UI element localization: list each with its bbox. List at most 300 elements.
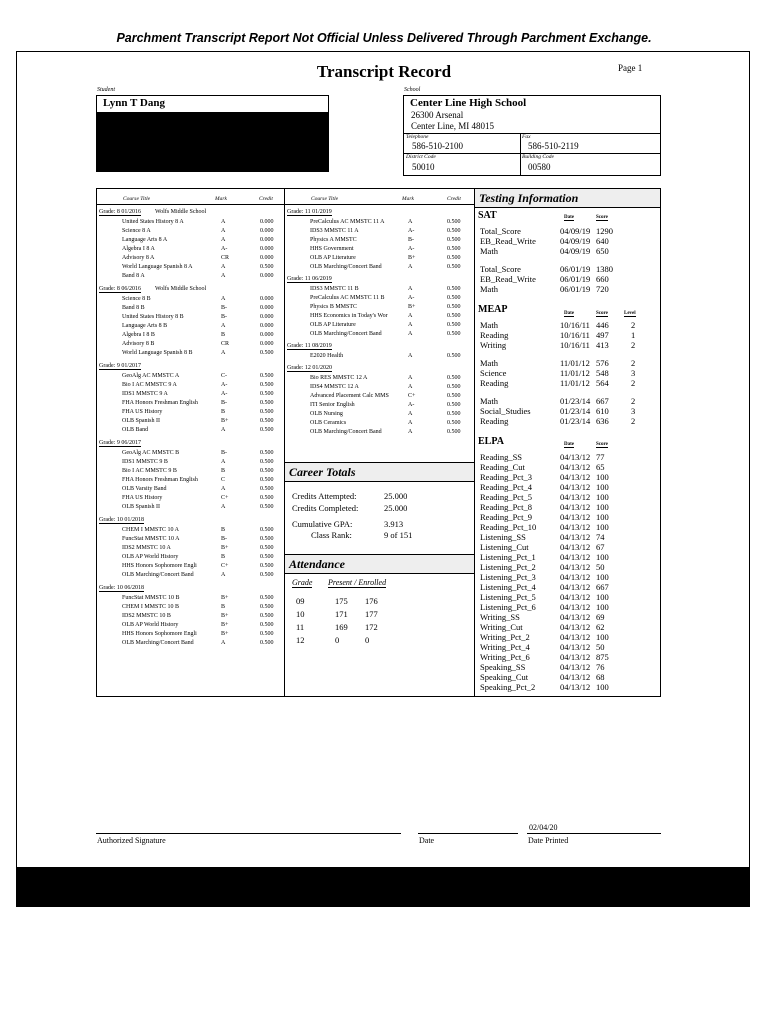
test-date: 04/13/12 (560, 502, 591, 512)
course-credit: 0.000 (260, 314, 274, 320)
test-score: 68 (596, 672, 605, 682)
course-title: IDS1 MMSTC 9 A (122, 391, 168, 397)
course-title: ITI Senior English (310, 402, 355, 408)
course-credit: 0.500 (260, 459, 274, 465)
test-date: 04/13/12 (560, 492, 591, 502)
course-credit: 0.000 (260, 273, 274, 279)
test-date: 11/01/12 (560, 378, 590, 388)
course-credit: 0.500 (447, 304, 461, 310)
test-score: 100 (596, 552, 609, 562)
course-mark: B- (221, 536, 227, 542)
test-name: Science (480, 368, 507, 378)
course-title: OLB AP World History (122, 622, 179, 628)
course-credit: 0.500 (447, 246, 461, 252)
cumulative-gpa-value: 3.913 (384, 519, 404, 529)
course-credit: 0.500 (447, 255, 461, 261)
term-header-text: Grade: 8 01/2016 (99, 209, 141, 215)
test-date: 04/13/12 (560, 672, 591, 682)
course-credit: 0.500 (447, 264, 461, 270)
test-name: Listening_Pct_3 (480, 572, 536, 582)
test-name: Reading (480, 416, 509, 426)
course-credit: 0.000 (260, 246, 274, 252)
course-mark: A (408, 411, 413, 417)
test-score: 76 (596, 662, 605, 672)
test-score: 100 (596, 682, 609, 692)
test-score: 100 (596, 522, 609, 532)
test-score: 100 (596, 512, 609, 522)
course-title: CHEM I MMSTC 10 B (122, 604, 180, 610)
term-header-text: Grade: 10 06/2018 (99, 585, 144, 591)
course-title: OLB Spanish II (122, 418, 160, 424)
test-date: 04/13/12 (560, 522, 591, 532)
course-title: World Language Spanish 8 B (122, 350, 193, 356)
footer-redaction-bar (16, 867, 750, 907)
course-credit: 0.500 (447, 411, 461, 417)
test-name: Writing_Pct_6 (480, 652, 530, 662)
test-score: 100 (596, 592, 609, 602)
course-mark: B- (221, 314, 227, 320)
course-title: Language Arts 8 A (122, 237, 168, 243)
test-name: Listening_Pct_2 (480, 562, 536, 572)
course-title: FuncStat MMSTC 10 B (122, 595, 180, 601)
test-name: Total_Score (480, 226, 521, 236)
test-score: 667 (596, 582, 609, 592)
term-header (99, 517, 144, 523)
fax-label: Fax (522, 134, 531, 140)
district-code-value: 50010 (412, 162, 435, 172)
course-mark: B (221, 468, 226, 474)
course-title: United States History 8 B (122, 314, 184, 320)
course-mark: B+ (221, 418, 229, 424)
course-credit: 0.500 (447, 286, 461, 292)
building-code-value: 00580 (528, 162, 551, 172)
credits-completed-label: Credits Completed: (292, 503, 359, 513)
course-title: Bio I AC MMSTC 9 A (122, 382, 177, 388)
course-credit: 0.500 (260, 495, 274, 501)
course-mark: A- (221, 382, 228, 388)
test-date: 04/09/19 (560, 226, 591, 236)
test-name: Reading_Pct_10 (480, 522, 537, 532)
test-date: 06/01/19 (560, 274, 591, 284)
attendance-present: 0 (335, 635, 340, 645)
test-date: 11/01/12 (560, 368, 590, 378)
building-code-label: Building Code (522, 154, 554, 160)
course-mark: A- (408, 228, 415, 234)
elpa-score-header: Score (596, 442, 608, 447)
course-title: GeoAlg AC MMSTC B (122, 450, 180, 456)
course-mark: B (221, 604, 226, 610)
date-label: Date (419, 836, 435, 845)
col2-mark-header: Mark (402, 196, 414, 202)
test-name: Speaking_SS (480, 662, 526, 672)
test-score: 100 (596, 502, 609, 512)
test-score: 446 (596, 320, 609, 330)
course-mark: A (408, 375, 413, 381)
course-mark: A (221, 228, 226, 234)
school-address-line1: 26300 Arsenal (411, 110, 464, 120)
course-title: Bio RES MMSTC 12 A (310, 375, 368, 381)
course-mark: C+ (408, 393, 416, 399)
course-credit: 0.500 (447, 313, 461, 319)
test-date: 04/13/12 (560, 562, 591, 572)
course-title: HHS Honors Sophomore Engli (122, 563, 197, 569)
course-title: PreCalculus AC MMSTC 11 A (310, 219, 385, 225)
course-mark: A (221, 504, 226, 510)
test-name: Math (480, 396, 498, 406)
course-credit: 0.500 (447, 295, 461, 301)
course-credit: 0.500 (260, 264, 274, 270)
school-address-line2: Center Line, MI 48015 (411, 121, 494, 131)
course-title: World Language Spanish 8 A (122, 264, 193, 270)
meap-level-header: Level (624, 311, 636, 316)
course-credit: 0.500 (260, 477, 274, 483)
course-credit: 0.500 (260, 418, 274, 424)
course-mark: A (408, 313, 413, 319)
course-credit: 0.500 (260, 640, 274, 646)
course-mark: B- (221, 305, 227, 311)
course-title: Band 8 B (122, 305, 145, 311)
course-credit: 0.500 (260, 572, 274, 578)
col2-title-header: Course Title (311, 196, 339, 202)
test-name: Writing_Pct_2 (480, 632, 530, 642)
test-name: Reading_Pct_9 (480, 512, 532, 522)
test-score: 650 (596, 246, 609, 256)
course-credit: 0.500 (260, 468, 274, 474)
credits-attempted-value: 25.000 (384, 491, 408, 501)
class-rank-label: Class Rank: (311, 530, 352, 540)
term-header (287, 343, 332, 349)
test-date: 04/13/12 (560, 572, 591, 582)
test-score: 69 (596, 612, 605, 622)
test-date: 04/13/12 (560, 602, 591, 612)
course-credit: 0.500 (447, 402, 461, 408)
test-score: 100 (596, 572, 609, 582)
course-title: Language Arts 8 B (122, 323, 168, 329)
test-name: Reading_Pct_8 (480, 502, 532, 512)
col1-credit-header: Credit (259, 196, 273, 202)
test-score: 50 (596, 562, 605, 572)
test-date: 04/09/19 (560, 246, 591, 256)
course-mark: B+ (221, 613, 229, 619)
course-credit: 0.500 (260, 350, 274, 356)
course-title: Algebra I 8 A (122, 246, 155, 252)
test-date: 04/13/12 (560, 462, 591, 472)
course-mark: A (221, 323, 226, 329)
course-title: PreCalculus AC MMSTC 11 B (310, 295, 385, 301)
test-name: Writing (480, 340, 507, 350)
attendance-title: Attendance (285, 554, 474, 574)
test-score: 100 (596, 632, 609, 642)
test-date: 04/13/12 (560, 482, 591, 492)
test-level: 1 (631, 330, 636, 340)
course-credit: 0.500 (260, 545, 274, 551)
attendance-present-header: Present / Enrolled (328, 578, 387, 587)
test-score: 65 (596, 462, 605, 472)
course-title: FHA Honors Freshman English (122, 400, 198, 406)
student-label: Student (97, 87, 115, 93)
course-mark: A (221, 459, 226, 465)
test-date: 10/16/11 (560, 340, 590, 350)
course-title: OLB Varsity Band (122, 486, 167, 492)
course-mark: A (408, 219, 413, 225)
course-credit: 0.500 (447, 353, 461, 359)
sat-score-header: Score (596, 215, 608, 220)
course-mark: B+ (221, 595, 229, 601)
test-name: Listening_Cut (480, 542, 529, 552)
test-date: 11/01/12 (560, 358, 590, 368)
test-name: Writing_Pct_4 (480, 642, 530, 652)
course-title: OLB Marching/Concert Band (310, 331, 382, 337)
authorized-signature-label: Authorized Signature (97, 836, 166, 845)
test-score: 77 (596, 452, 605, 462)
date-printed-label: Date Printed (528, 836, 569, 845)
test-score: 413 (596, 340, 609, 350)
course-mark: A (408, 429, 413, 435)
meap-title: MEAP (478, 304, 508, 315)
test-date: 04/13/12 (560, 542, 591, 552)
course-title: OLB Ceramics (310, 420, 347, 426)
test-date: 04/13/12 (560, 532, 591, 542)
student-info-redaction (96, 113, 329, 172)
term-header-text: Grade: 11 06/2019 (287, 276, 332, 282)
course-title: OLB Nursing (310, 411, 343, 417)
test-date: 04/13/12 (560, 652, 591, 662)
course-mark: A (221, 486, 226, 492)
course-title: Band 8 A (122, 273, 145, 279)
telephone-label: Telephone (406, 134, 429, 140)
test-name: Reading_Pct_4 (480, 482, 532, 492)
course-mark: B- (408, 237, 414, 243)
test-score: 497 (596, 330, 609, 340)
course-title: FuncStat MMSTC 10 A (122, 536, 180, 542)
test-name: EB_Read_Write (480, 236, 536, 246)
term-header (99, 363, 141, 369)
test-name: Listening_Pct_1 (480, 552, 536, 562)
course-mark: A (221, 237, 226, 243)
attendance-grade: 09 (296, 596, 305, 606)
course-credit: 0.500 (260, 595, 274, 601)
test-level: 2 (631, 340, 636, 350)
course-title: Algebra I 8 B (122, 332, 155, 338)
test-date: 04/09/19 (560, 236, 591, 246)
page-title: Transcript Record (316, 62, 452, 81)
col1-mark-header: Mark (215, 196, 227, 202)
meap-date-header: Date (564, 311, 574, 316)
course-title: IDS4 MMSTC 12 A (310, 384, 359, 390)
course-mark: B (221, 332, 226, 338)
term-header (99, 286, 206, 292)
test-name: Listening_Pct_4 (480, 582, 536, 592)
course-credit: 0.500 (447, 420, 461, 426)
test-date: 10/16/11 (560, 320, 590, 330)
test-date: 04/13/12 (560, 592, 591, 602)
test-score: 1290 (596, 226, 613, 236)
course-mark: A- (408, 295, 415, 301)
test-score: 576 (596, 358, 609, 368)
course-mark: B- (221, 400, 227, 406)
test-date: 04/13/12 (560, 512, 591, 522)
course-title: FHA Honors Freshman English (122, 477, 198, 483)
course-mark: CR (221, 341, 230, 347)
test-score: 67 (596, 542, 605, 552)
course-title: CHEM I MMSTC 10 A (122, 527, 180, 533)
test-name: Listening_Pct_6 (480, 602, 536, 612)
test-date: 04/13/12 (560, 642, 591, 652)
course-credit: 0.500 (260, 450, 274, 456)
course-mark: A (408, 353, 413, 359)
course-credit: 0.000 (260, 305, 274, 311)
course-credit: 0.500 (260, 631, 274, 637)
course-title: IDS2 MMSTC 10 B (122, 613, 171, 619)
course-credit: 0.500 (447, 322, 461, 328)
course-credit: 0.500 (260, 373, 274, 379)
course-title: OLB Band (122, 427, 149, 433)
course-mark: A (221, 264, 226, 270)
testing-info-title: Testing Information (475, 188, 660, 208)
course-title: Physics B MMSTC (310, 304, 358, 310)
course-mark: B+ (221, 545, 229, 551)
term-header (99, 440, 141, 446)
credits-attempted-label: Credits Attempted: (292, 491, 357, 501)
test-level: 2 (631, 320, 636, 330)
term-school: Wolfs Middle School (155, 286, 207, 292)
attendance-grade: 12 (296, 635, 305, 645)
school-box (403, 95, 661, 176)
course-title: Advisory 8 B (122, 341, 155, 347)
test-date: 01/23/14 (560, 416, 591, 426)
test-score: 720 (596, 284, 609, 294)
test-score: 548 (596, 368, 609, 378)
career-totals-title: Career Totals (285, 462, 474, 482)
date-printed-value: 02/04/20 (529, 823, 558, 832)
course-mark: C (221, 477, 226, 483)
course-credit: 0.500 (447, 237, 461, 243)
course-credit: 0.000 (260, 332, 274, 338)
course-mark: A (221, 296, 226, 302)
attendance-enrolled: 172 (365, 622, 378, 632)
term-header-text: Grade: 9 01/2017 (99, 363, 141, 369)
course-title: IDS3 MMSTC 11 B (310, 286, 359, 292)
course-credit: 0.500 (447, 228, 461, 234)
test-name: Math (480, 246, 498, 256)
elpa-title: ELPA (478, 436, 504, 447)
term-header (287, 276, 332, 282)
course-title: FHA US History (122, 495, 163, 501)
district-code-label: District Code (406, 154, 436, 160)
attendance-present: 175 (335, 596, 348, 606)
course-credit: 0.500 (260, 622, 274, 628)
test-level: 2 (631, 416, 636, 426)
course-mark: A (408, 384, 413, 390)
test-name: Listening_SS (480, 532, 526, 542)
test-score: 660 (596, 274, 609, 284)
course-title: GeoAlg AC MMSTC A (122, 373, 180, 379)
course-title: OLB Marching/Concert Band (310, 429, 382, 435)
course-credit: 0.500 (260, 604, 274, 610)
test-name: Reading_Cut (480, 462, 525, 472)
course-credit: 0.500 (260, 427, 274, 433)
test-level: 2 (631, 358, 636, 368)
elpa-date-header: Date (564, 442, 574, 447)
course-mark: B (221, 554, 226, 560)
course-title: OLB Marching/Concert Band (122, 640, 194, 646)
course-mark: A- (221, 246, 228, 252)
course-mark: A (221, 219, 226, 225)
test-date: 06/01/19 (560, 284, 591, 294)
term-header-text: Grade: 8 06/2016 (99, 286, 141, 292)
test-date: 04/13/12 (560, 622, 591, 632)
course-credit: 0.000 (260, 323, 274, 329)
parchment-banner: Parchment Transcript Report Not Official Unless Delivered Through Parchment Exchange. (116, 31, 652, 45)
course-title: OLB AP World History (122, 554, 179, 560)
attendance-grade: 10 (296, 609, 305, 619)
test-name: Math (480, 358, 498, 368)
course-title: IDS2 MMSTC 10 A (122, 545, 171, 551)
test-score: 100 (596, 492, 609, 502)
sat-title: SAT (478, 210, 497, 221)
test-score: 640 (596, 236, 609, 246)
course-mark: C+ (221, 563, 229, 569)
course-credit: 0.500 (260, 409, 274, 415)
test-level: 2 (631, 378, 636, 388)
test-date: 10/16/11 (560, 330, 590, 340)
course-title: OLB Spanish II (122, 504, 160, 510)
col2-credit-header: Credit (447, 196, 461, 202)
page-number: Page 1 (618, 63, 643, 73)
course-mark: A (221, 572, 226, 578)
cumulative-gpa-label: Cumulative GPA: (292, 519, 353, 529)
test-level: 3 (631, 406, 636, 416)
course-mark: B+ (221, 631, 229, 637)
test-name: Reading_SS (480, 452, 523, 462)
test-score: 875 (596, 652, 609, 662)
course-mark: B+ (408, 304, 416, 310)
school-name: Center Line High School (410, 97, 527, 109)
test-name: Reading (480, 330, 509, 340)
test-name: Reading (480, 378, 509, 388)
course-title: HHS Government (310, 246, 354, 252)
test-score: 667 (596, 396, 609, 406)
test-name: Speaking_Pct_2 (480, 682, 536, 692)
test-date: 06/01/19 (560, 264, 591, 274)
course-mark: A (221, 273, 226, 279)
attendance-grade: 11 (296, 622, 305, 632)
test-name: Writing_Cut (480, 622, 523, 632)
col1-title-header: Course Title (123, 196, 151, 202)
test-score: 1380 (596, 264, 613, 274)
course-mark: B- (221, 450, 227, 456)
course-credit: 0.000 (260, 219, 274, 225)
course-title: FHA US History (122, 409, 163, 415)
course-mark: CR (221, 255, 230, 261)
test-name: Listening_Pct_5 (480, 592, 536, 602)
test-date: 04/13/12 (560, 452, 591, 462)
test-date: 01/23/14 (560, 396, 591, 406)
course-credit: 0.500 (260, 504, 274, 510)
test-score: 564 (596, 378, 609, 388)
term-header-text: Grade: 9 06/2017 (99, 440, 141, 446)
course-title: Physics A MMSTC (310, 237, 357, 243)
course-credit: 0.500 (447, 393, 461, 399)
term-header-text: Grade: 12 01/2020 (287, 365, 332, 371)
course-title: Bio I AC MMSTC 9 B (122, 468, 177, 474)
test-name: Reading_Pct_3 (480, 472, 532, 482)
course-mark: B (221, 527, 226, 533)
test-date: 01/23/14 (560, 406, 591, 416)
course-mark: A (221, 640, 226, 646)
course-title: Advanced Placement Calc MMS (310, 393, 389, 399)
test-score: 50 (596, 642, 605, 652)
